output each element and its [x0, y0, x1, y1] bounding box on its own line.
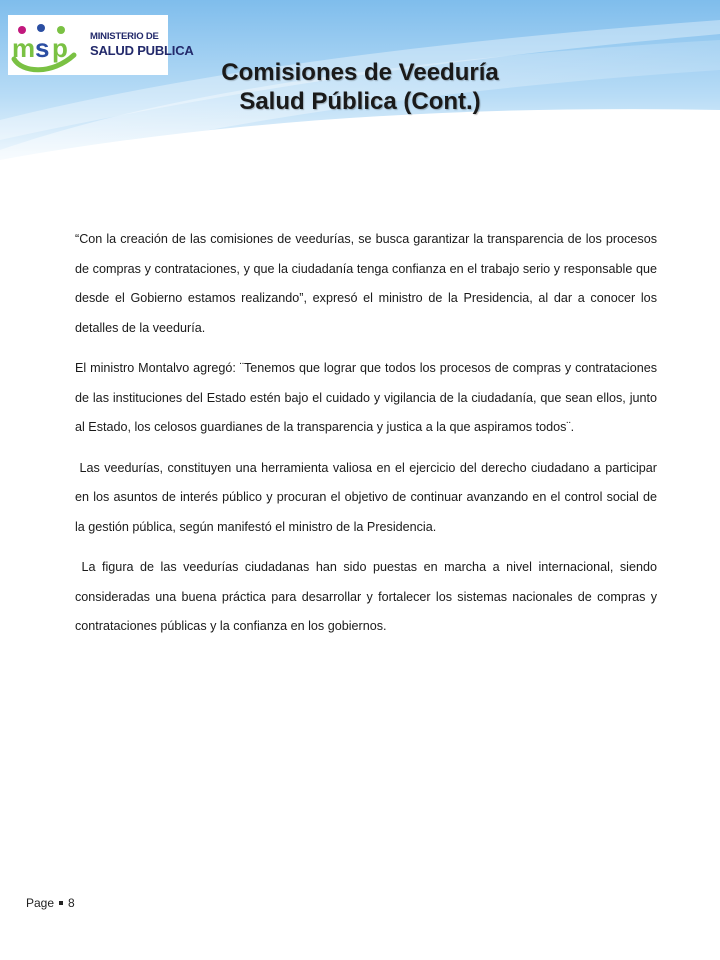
paragraph-2: El ministro Montalvo agregó: ¨Tenemos que lograr que todos los procesos de compras y contrataciones de las instituciones del Estado estén bajo el cuidado y vigilancia de la ciudadanía, que sean ellos, junto al Estado, los celosos guardianes de la transparencia y justica a la que aspiramos todos¨. [75, 361, 661, 434]
paragraph-1: “Con la creación de las comisiones de veedurías, se busca garantizar la transparencia de los procesos de compras y contrataciones, y que la ciudadanía tenga confianza en el trabajo serio y responsable que desde el Gobierno estamos realizando”, expresó el ministro de la Presidencia, al dar a conocer los detalles de la veeduría. [75, 232, 661, 335]
svg-text:p: p [52, 33, 68, 63]
page-footer [26, 896, 75, 910]
footer-separator [59, 901, 63, 905]
page-title-line-2: Salud Pública (Cont.) [239, 88, 481, 115]
logo-line-2: SALUD PUBLICA [90, 43, 194, 58]
page-number: 8 [68, 896, 75, 910]
page-title-line-1: Comisiones de Veeduría [221, 59, 499, 86]
logo-line-1: MINISTERIO DE [90, 31, 159, 42]
page-title [0, 58, 720, 116]
paragraph-3: Las veedurías, constituyen una herramienta valiosa en el ejercicio del derecho ciudadano a participar en los asuntos de interés público y procuran el objetivo de continuar avanzando en el control social de la gestión pública, según manifestó el ministro de la Presidencia. [75, 460, 661, 534]
paragraph-4: La figura de las veedurías ciudadanas han sido puestas en marcha a nivel internacional, siendo consideradas una buena práctica para desarrollar y fortalecer los sistemas nacionales de compras y contrataciones públicas y la confianza en los gobiernos. [75, 560, 661, 633]
svg-text:s: s [35, 33, 50, 63]
svg-text:m: m [12, 33, 36, 63]
article-body [75, 225, 661, 653]
page-label: Page [26, 896, 55, 910]
